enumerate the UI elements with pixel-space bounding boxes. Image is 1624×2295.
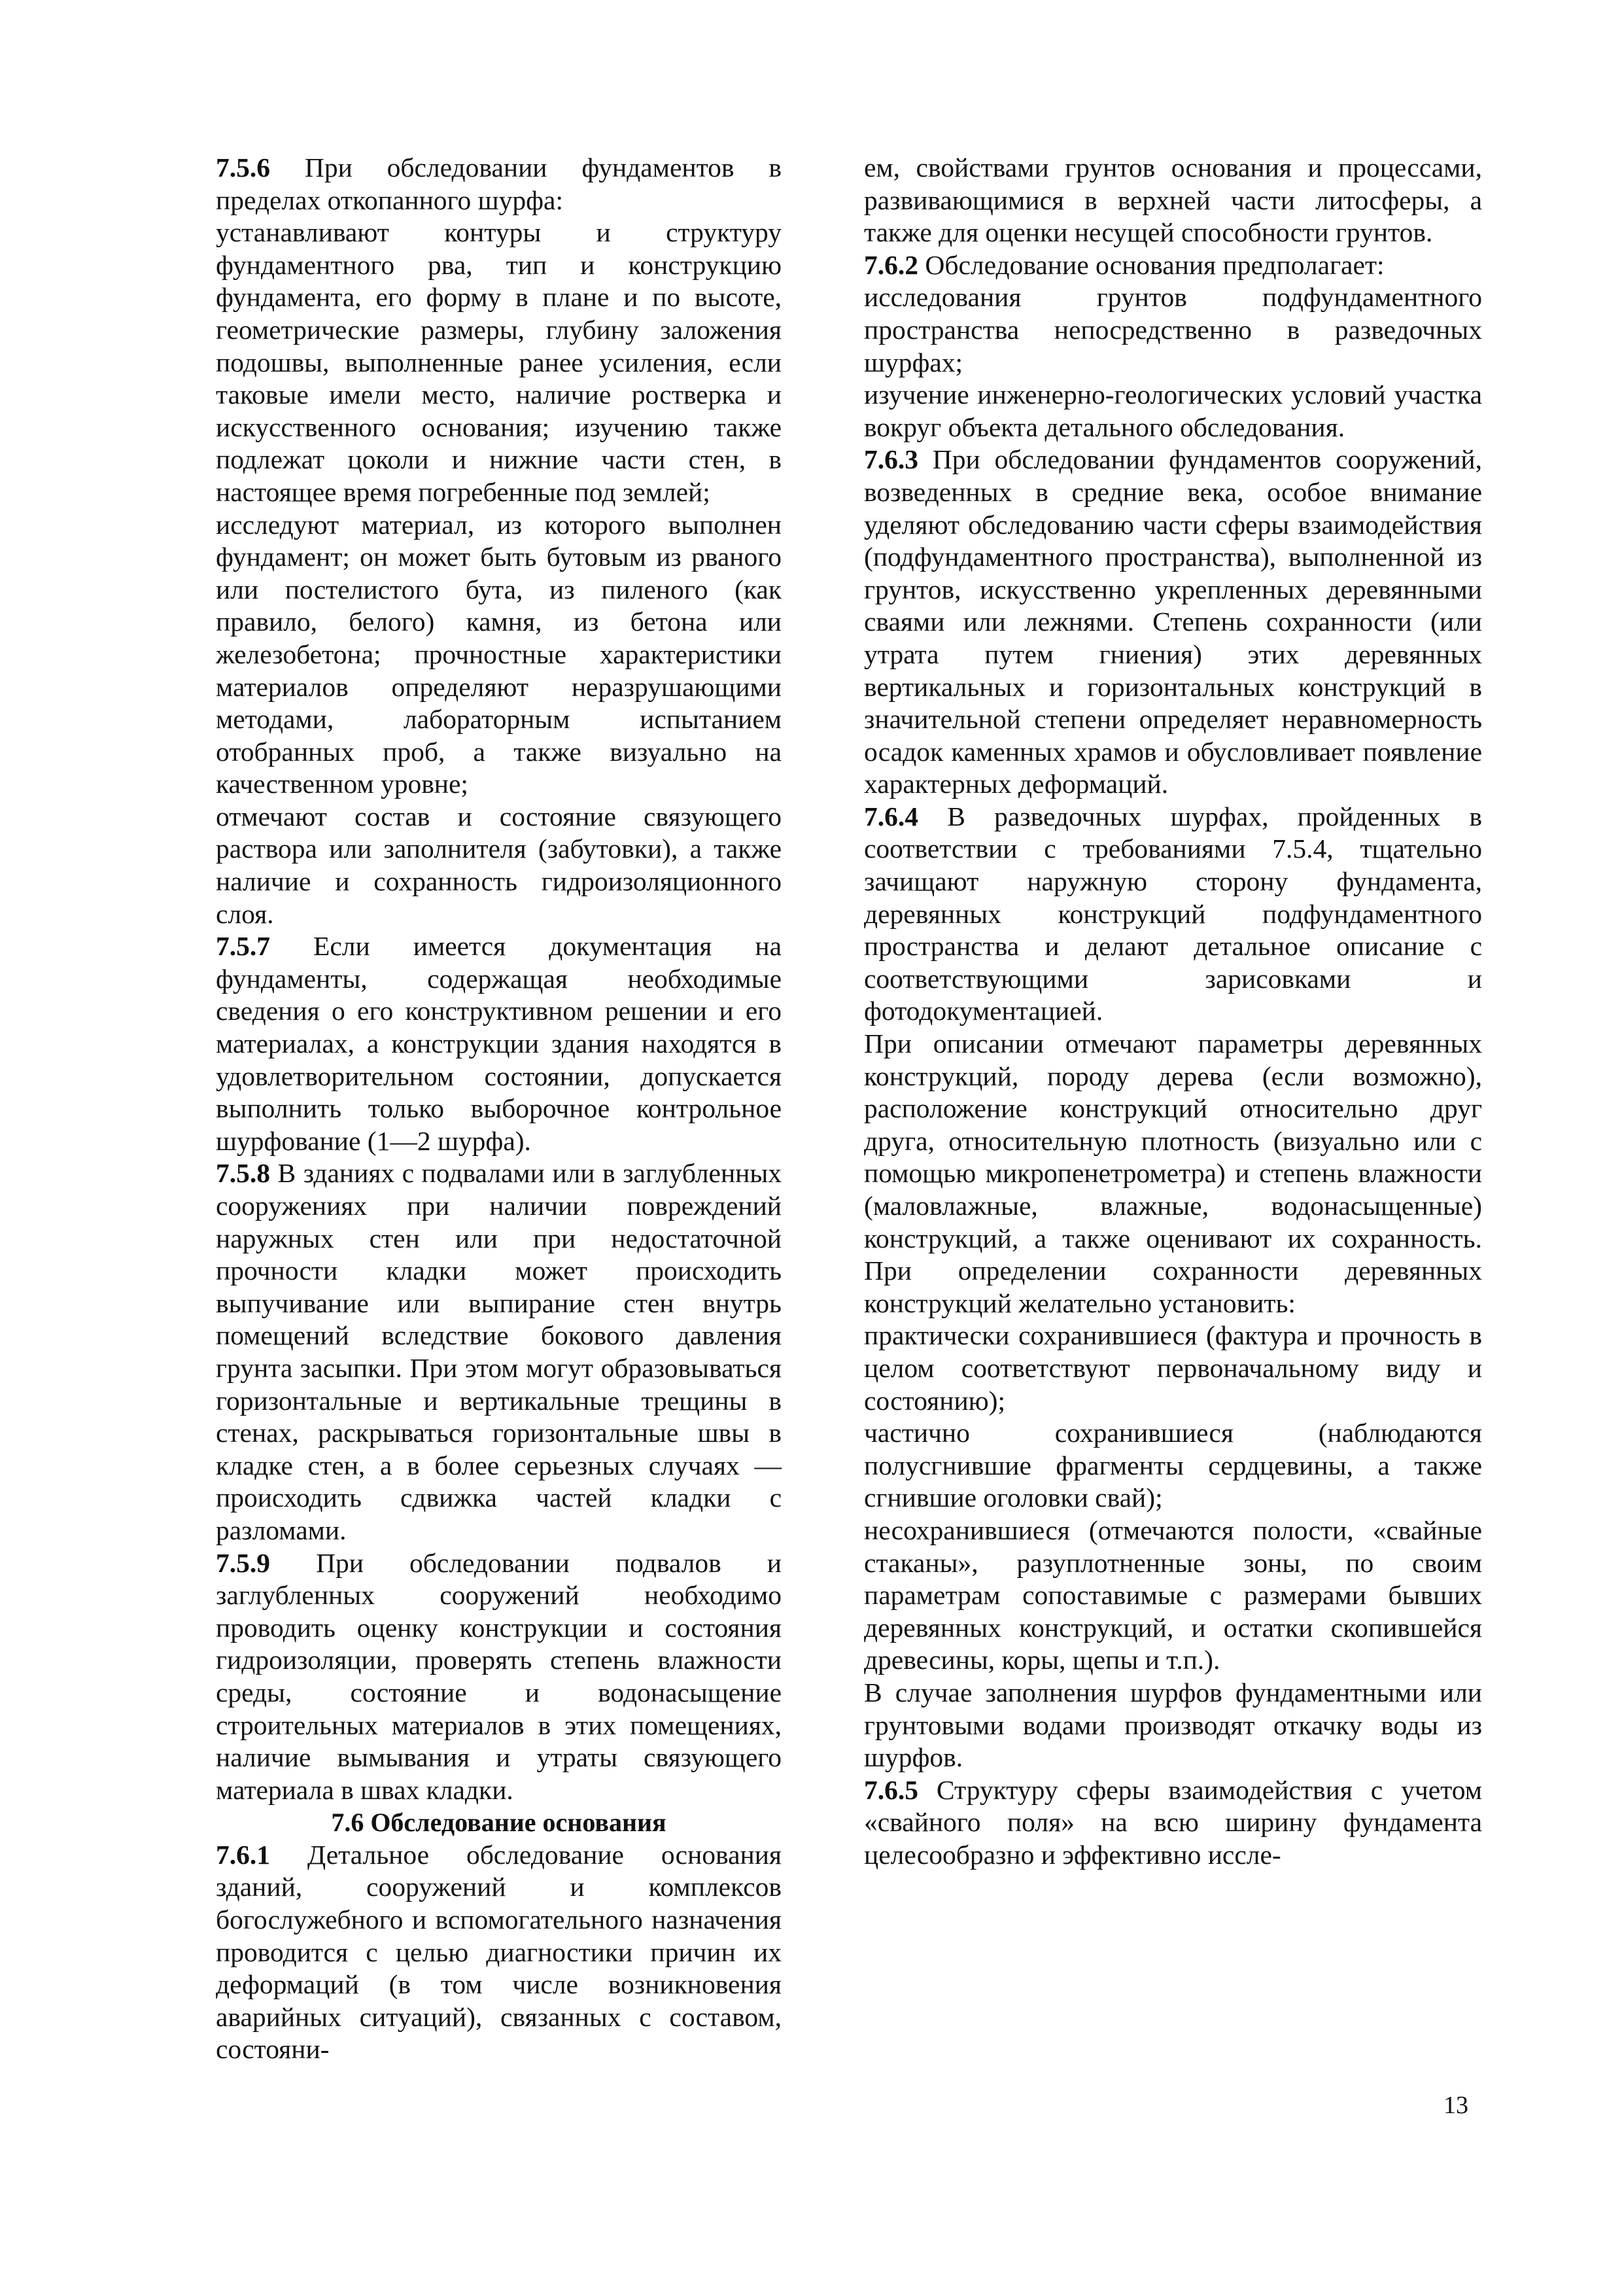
clause-number: 7.5.8 xyxy=(216,1158,270,1189)
clause-number: 7.5.9 xyxy=(216,1547,270,1578)
clause-number: 7.6.2 xyxy=(864,249,918,280)
clause-number: 7.5.7 xyxy=(216,931,270,962)
list-paragraph: устанавливают контуры и структуру фундаментного рва, тип и конструкцию фундамента, его форму в плане и по высоте, геометрические размеры, глубину заложения подошвы, выполненные ранее усиления, если таковые имели место, наличие ростверка и искусственного основания; изучению также подлежат цоколи и нижние части стен, в настоящее время погребенные под землей; xyxy=(216,217,782,507)
paragraph-7-6-5 xyxy=(864,1774,1482,1872)
body-paragraph: При описании отмечают параметры деревянных конструкций, породу дерева (если возможно), расположение конструкций относительно друг друга, относительную плотность (визуально или с помощью микропенетрометра) и степень влажности (маловлажные, влажные, водонасыщенные) конструкций, а также оценивают их сохранность. При определении сохранности деревянных конструкций желательно установить: xyxy=(864,1028,1482,1318)
body-paragraph: В случае заполнения шурфов фундаментными или грунтовыми водами производят откачку воды из шурфов. xyxy=(864,1677,1482,1773)
right-column xyxy=(864,152,1482,1871)
continued-paragraph: ем, свойствами грунтов основания и процессами, развивающимися в верхней части литосферы, а также для оценки несущей способности грунтов. xyxy=(864,152,1482,248)
list-paragraph: отмечают состав и состояние связующего раствора или заполнителя (забутовки), а также наличие и сохранность гидроизоляционного слоя. xyxy=(216,801,782,929)
paragraph-text: В зданиях с подвалами или в заглубленных сооружениях при наличии повреждений наружных стен или при недостаточной прочности кладки может происходить выпучивание или выпирание стен внутрь помещений вследствие бокового давления грунта засыпки. При этом могут образовываться горизонтальные и вертикальные трещины в стенах, раскрываться горизонтальные швы в кладке стен, а в более серьезных случаях — происходить сдвижка частей кладки с разломами. xyxy=(216,1158,782,1545)
clause-number: 7.6.3 xyxy=(864,444,918,475)
list-paragraph: частично сохранившиеся (наблюдаются полусгнившие фрагменты сердцевины, а также сгнившие оголовки свай); xyxy=(864,1418,1482,1513)
clause-number: 7.6.1 xyxy=(216,1839,270,1870)
paragraph-text: При обследовании фундаментов в пределах откопанного шурфа: xyxy=(216,152,782,215)
paragraph-7-5-6 xyxy=(216,152,782,217)
list-paragraph: несохранившиеся (отмечаются полости, «свайные стаканы», разуплотненные зоны, по своим параметрам сопоставимые с размерами бывших деревянных конструкций, и остатки скопившейся древесины, коры, щепы и т.п.). xyxy=(864,1515,1482,1675)
clause-number: 7.5.6 xyxy=(216,152,270,183)
paragraph-7-6-2 xyxy=(864,249,1482,282)
paragraph-text: Если имеется документация на фундаменты, содержащая необходимые сведения о его конструктивном решении и его материалах, а конструкции здания находятся в удовлетворительном состоянии, допускается выполнить только выборочное контрольное шурфование (1—2 шурфа). xyxy=(216,931,782,1156)
paragraph-7-5-8 xyxy=(216,1157,782,1547)
paragraph-text: Структуру сферы взаимодействия с учетом «свайного поля» на всю ширину фундамента целесообразно и эффективно иссле- xyxy=(864,1774,1482,1870)
list-paragraph: исследования грунтов подфундаментного пространства непосредственно в разведочных шурфах; xyxy=(864,282,1482,377)
clause-number: 7.6.5 xyxy=(864,1774,918,1805)
paragraph-text: В разведочных шурфах, пройденных в соответствии с требованиями 7.5.4, тщательно зачищают наружную сторону фундамента, деревянных конструкций подфундаментного пространства и делают детальное описание с соответствующими зарисовками и фотодокументацией. xyxy=(864,801,1482,1026)
paragraph-text: Детальное обследование основания зданий, сооружений и комплексов богослужебного и вспомогательного назначения проводится с целью диагностики причин их деформаций (в том числе возникновения аварийных ситуаций), связанных с составом, состояни- xyxy=(216,1839,782,2065)
page-number: 13 xyxy=(1443,2092,1468,2119)
list-paragraph: исследуют материал, из которого выполнен фундамент; он может быть бутовым из рваного или постелистого бута, из пиленого (как правило, белого) камня, из бетона или железобетона; прочностные характеристики материалов определяют неразрушающими методами, лабораторным испытанием отобранных проб, а также визуально на качественном уровне; xyxy=(216,509,782,799)
paragraph-text: Обследование основания предполагает: xyxy=(918,249,1385,280)
list-paragraph: практически сохранившиеся (фактура и прочность в целом соответствуют первоначальному виду и состоянию); xyxy=(864,1320,1482,1416)
paragraph-7-6-4 xyxy=(864,801,1482,1028)
paragraph-text: При обследовании фундаментов сооружений, возведенных в средние века, особое внимание уделяют обследованию части сферы взаимодействия (подфундаментного пространства), выполненной из грунтов, искусственно укрепленных деревянными сваями или лежнями. Степень сохранности (или утрата путем гниения) этих деревянных вертикальных и горизонтальных конструкций в значительной степени определяет неравномерность осадок каменных храмов и обусловливает появление характерных деформаций. xyxy=(864,444,1482,799)
list-paragraph: изучение инженерно-геологических условий участка вокруг объекта детального обследования. xyxy=(864,379,1482,442)
section-heading: 7.6 Обследование основания xyxy=(331,1808,666,1838)
paragraph-7-5-9 xyxy=(216,1547,782,1807)
clause-number: 7.6.4 xyxy=(864,801,918,832)
paragraph-text: При обследовании подвалов и заглубленных сооружений необходимо проводить оценку конструкции и состояния гидроизоляции, проверять степень влажности среды, состояние и водонасыщение строительных материалов в этих помещениях, наличие вымывания и утраты связующего материала в швах кладки. xyxy=(216,1547,782,1805)
paragraph-7-6-3 xyxy=(864,444,1482,801)
paragraph-7-5-7 xyxy=(216,930,782,1157)
left-column xyxy=(216,152,782,2066)
paragraph-7-6-1 xyxy=(216,1839,782,2066)
